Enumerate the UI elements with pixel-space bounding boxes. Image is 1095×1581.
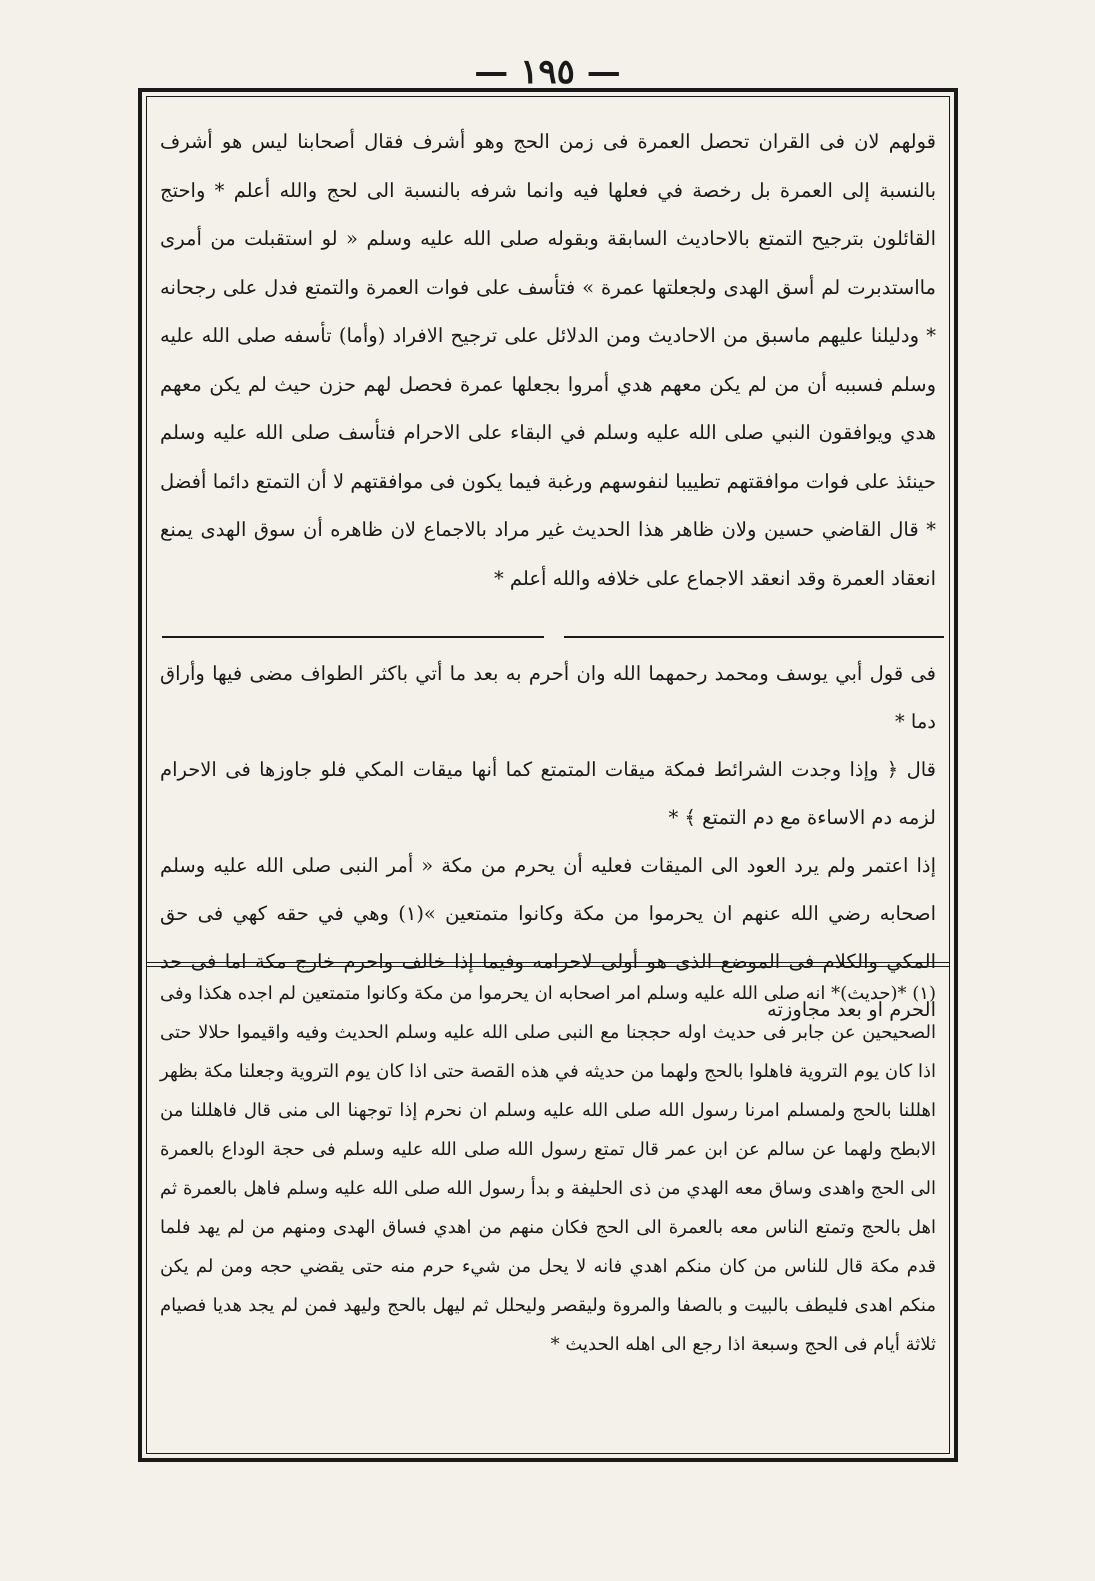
- section-divider-right: [564, 636, 944, 638]
- main-paragraph-2: قال ﴿ وإذا وجدت الشرائط فمكة ميقات المتمتع كما أنها ميقات المكي فلو جاوزها فى الاحرام لزمه دم الاساءة مع دم التمتع ﴾ *: [160, 758, 936, 829]
- commentary-paragraph: قولهم لان فى القران تحصل العمرة فى زمن الحج وهو أشرف فقال أصحابنا ليس هو أشرف بالنسبة إلى العمرة بل رخصة في فعلها فيه وانما شرفه بالنسبة الى لحج والله أعلم * واحتج القائلون بترجيح التمتع بالاحاديث السابقة وبقوله صلى الله عليه وسلم « لو استقبلت من أمرى مااستدبرت لم أسق الهدى ولجعلتها عمرة » فتأسف على فوات العمرة والتمتع فدل على رجحانه * ودليلنا عليهم ماسبق من الاحاديث ومن الدلائل على ترجيح الافراد (وأما) تأسفه صلى الله عليه وسلم فسببه أن من لم يكن معهم هدي أمروا بجعلها عمرة فحصل لهم حزن حيث لم يكن معهم هدي ويوافقون النبي صلى الله عليه وسلم في البقاء على الاحرام فتأسف صلى الله عليه وسلم حينئذ على فوات موافقتهم تطييبا لنفوسهم ورغبة فيما يكون فى موافقتهم لا أن التمتع دائما أفضل * قال القاضي حسين ولان ظاهر هذا الحديث غير مراد بالاجماع لان ظاهره أن سوق الهدى يمنع انعقاد العمرة وقد انعقد الاجماع على خلافه والله أعلم *: [160, 130, 936, 590]
- section-divider-left: [162, 636, 544, 638]
- commentary-section: [160, 118, 936, 603]
- footnote-divider: [146, 962, 950, 967]
- footnote-section: [160, 974, 936, 1364]
- footnote-text: (١) *(حديث)* انه صلى الله عليه وسلم امر اصحابه ان يحرموا من مكة وكانوا متمتعين لم اجده هكذا وفى الصحيحين عن جابر فى حديث اوله حججنا مع النبى صلى الله عليه وسلم الحديث وفيه واقيموا حلالا حتى اذا كان يوم التروية فاهلوا بالحج ولهما من حديثه في هذه القصة حتى اذا كان يوم التروية وجعلنا مكة بظهر اهللنا بالحج ولمسلم امرنا رسول الله صلى الله عليه وسلم ان نحرم إذا توجهنا الى منى قال فاهللنا من الابطح ولهما عن سالم عن ابن عمر قال تمتع رسول الله صلى الله عليه وسلم فى حجة الوداع بالعمرة الى الحج واهدى وساق معه الهدي من ذى الحليفة و بدأ رسول الله صلى الله عليه وسلم فاهل بالعمرة ثم اهل بالحج وتمتع الناس معه بالعمرة الى الحج فكان منهم من اهدي فساق الهدى ومنهم من لم يهد فلما قدم مكة قال للناس من كان منكم اهدي فانه لا يحل من شيء حرم منه حتى يقضي حجه ومن لم يكن منكم اهدى فليطف بالبيت و بالصفا والمروة وليقصر وليحلل ثم ليهل بالحج وليهد فمن لم يجد هديا فصيام ثلاثة أيام فى الحج وسبعة اذا رجع الى اهله الحديث *: [160, 983, 936, 1355]
- page-number: — ١٩٥ —: [474, 52, 621, 92]
- main-paragraph-1: فى قول أبي يوسف ومحمد رحمهما الله وان أحرم به بعد ما أتي باكثر الطواف مضى فيها وأراق دما *: [160, 662, 936, 733]
- main-paragraph-3: إذا اعتمر ولم يرد العود الى الميقات فعليه أن يحرم من مكة « أمر النبى صلى الله عليه وسلم اصحابه رضي الله عنهم ان يحرموا من مكة وكانوا متمتعين »(١) وهي في حقه كهي فى حق المكي والكلام فى الموضع الذى هو أولى لاحرامه وفيما إذا خالف واحرم خارج مكة اما فى حد الحرم او بعد مجاوزته: [160, 854, 937, 1021]
